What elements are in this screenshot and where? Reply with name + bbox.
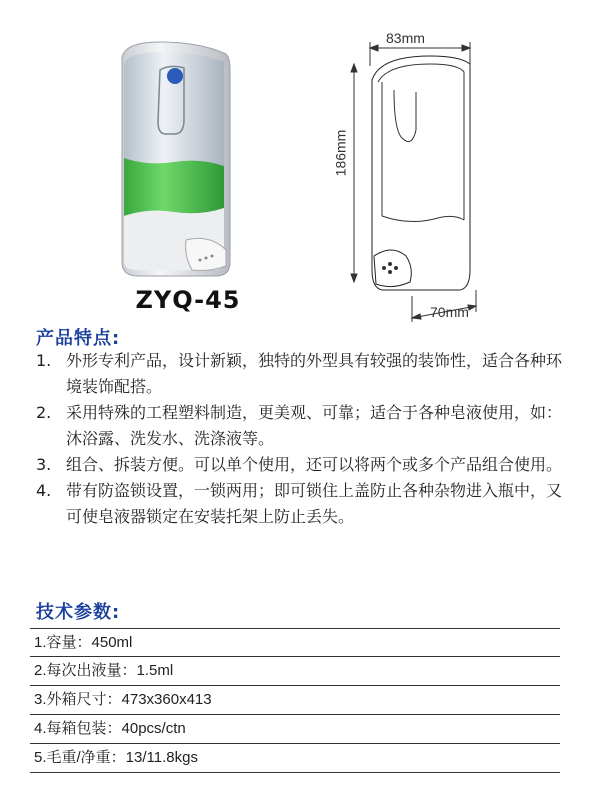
width-dimension: 83mm — [386, 30, 425, 46]
dimension-drawing — [330, 20, 530, 330]
feature-number: 3. — [36, 455, 52, 474]
feature-number: 4. — [36, 481, 52, 500]
features-list — [36, 348, 576, 530]
spec-row: 5.毛重/净重：13/11.8kgs — [30, 744, 560, 773]
feature-number: 2. — [36, 403, 52, 422]
height-dimension: 186mm — [332, 129, 349, 177]
specs-table — [30, 628, 560, 773]
feature-text: 采用特殊的工程塑料制造，更美观、可靠；适合于各种皂液使用，如：沐浴露、洗发水、洗涤液等。 — [66, 403, 563, 448]
feature-text: 带有防盗锁设置，一锁两用；即可锁住上盖防止各种杂物进入瓶中，又可使皂液器锁定在安装托架上防止丢失。 — [66, 481, 563, 526]
feature-text: 外形专利产品，设计新颖，独特的外型具有较强的装饰性，适合各种环境装饰配搭。 — [66, 351, 563, 396]
specs-heading: 技术参数: — [36, 602, 121, 623]
spec-row: 2.每次出液量：1.5ml — [30, 657, 560, 686]
feature-number: 1. — [36, 351, 52, 370]
spec-row: 1.容量：450ml — [30, 628, 560, 657]
depth-dimension: 70mm — [430, 304, 469, 320]
spec-row: 3.外箱尺寸：473x360x413 — [30, 686, 560, 715]
list-item — [36, 348, 576, 400]
feature-text: 组合、拆装方便。可以单个使用，还可以将两个或多个产品组合使用。 — [66, 455, 563, 474]
list-item — [36, 452, 576, 478]
spec-row: 4.每箱包装：40pcs/ctn — [30, 715, 560, 744]
features-heading: 产品特点: — [36, 328, 121, 349]
list-item — [36, 478, 576, 530]
model-number: ZYQ-45 — [135, 286, 241, 314]
list-item — [36, 400, 576, 452]
product-photo — [100, 30, 250, 290]
